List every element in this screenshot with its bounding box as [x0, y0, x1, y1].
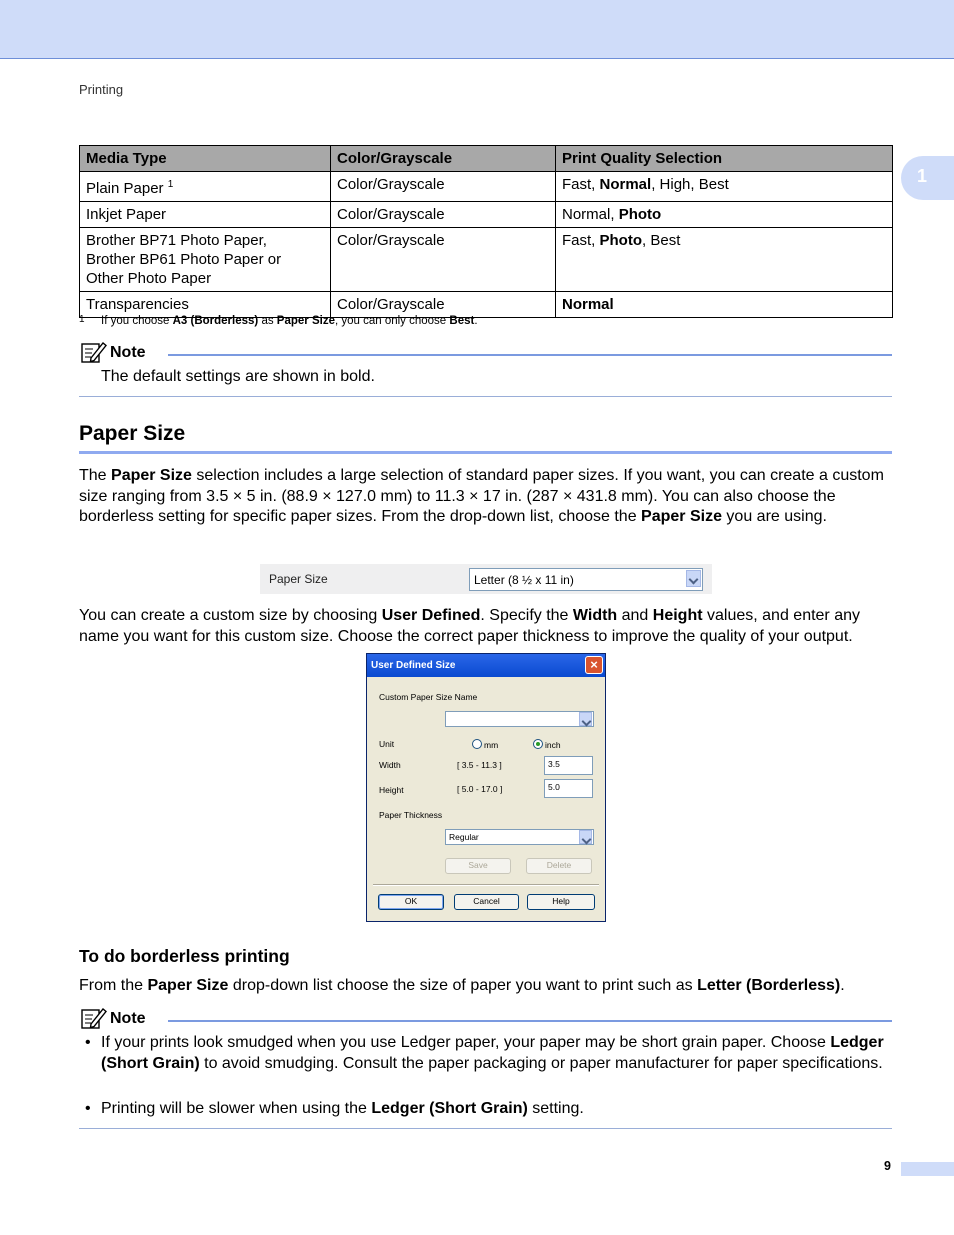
height-range: [ 5.0 - 17.0 ] — [457, 784, 503, 794]
paragraph: The Paper Size selection includes a large selection of standard paper sizes. If you want, you can create a custom size ranging from 3.5 × 5 in. (88.9 × 127.0 mm) to 11.3 × 17 in. (287 × 431.8 mm). You can also choose the borderless setting for specific paper sizes. From the drop-down list, choose the Paper Size you are using. — [79, 467, 884, 525]
media-type-table — [79, 145, 893, 318]
table-cell: Fast, Normal, High, Best — [556, 172, 893, 202]
table-cell: Inkjet Paper — [80, 202, 331, 228]
note-pencil-icon — [81, 1006, 107, 1030]
unit-mm-label: mm — [484, 740, 499, 750]
table-cell: Transparencies — [80, 292, 331, 318]
paragraph: You can create a custom size by choosing User Defined. Specify the Width and Height values, and enter any name you want for this custom size. Choose the correct paper thickness to improve the quality of your output. — [79, 607, 860, 645]
note-bottom-divider — [79, 1128, 892, 1129]
ok-button[interactable]: OK — [378, 894, 444, 910]
width-range: [ 3.5 - 11.3 ] — [457, 760, 502, 770]
chevron-down-icon[interactable] — [579, 830, 592, 844]
subsection-title: To do borderless printing — [79, 946, 290, 966]
table-row — [80, 228, 893, 292]
section-title: Paper Size — [79, 422, 186, 445]
bullet-icon: • — [85, 1100, 91, 1117]
custom-name-dropdown[interactable] — [445, 711, 594, 727]
paper-thickness-label: Paper Thickness — [379, 810, 443, 820]
user-defined-size-dialog — [366, 653, 606, 922]
note-pencil-icon — [81, 340, 107, 364]
chevron-down-icon[interactable] — [579, 712, 592, 726]
paper-size-value: Letter (8 ½ x 11 in) — [474, 573, 574, 587]
page-tab — [901, 1162, 954, 1176]
height-label: Height — [379, 785, 404, 795]
close-icon[interactable]: × — [585, 656, 603, 674]
note-label: Note — [110, 344, 146, 361]
note-text: The default settings are shown in bold. — [101, 368, 375, 385]
table-cell: Color/Grayscale — [331, 172, 556, 202]
table-cell: Normal — [556, 292, 893, 318]
paper-size-label: Paper Size — [269, 572, 328, 586]
table-cell: Color/Grayscale — [331, 202, 556, 228]
table-row — [80, 292, 893, 318]
dialog-divider — [373, 884, 599, 886]
note-label: Note — [110, 1010, 146, 1027]
save-button[interactable]: Save — [445, 858, 511, 874]
custom-name-label: Custom Paper Size Name — [379, 692, 478, 702]
table-row — [80, 202, 893, 228]
paper-thickness-value: Regular — [449, 832, 479, 842]
table-cell: Color/Grayscale — [331, 228, 556, 292]
page-number: 9 — [884, 1159, 891, 1173]
unit-inch-radio[interactable] — [533, 739, 543, 749]
unit-label: Unit — [379, 739, 395, 749]
note-divider — [168, 354, 892, 356]
paper-size-dropdown[interactable] — [469, 568, 703, 591]
table-header-cell: Print Quality Selection — [556, 146, 893, 172]
table-header-cell: Color/Grayscale — [331, 146, 556, 172]
table-cell: Plain Paper $^1$ — [80, 172, 331, 202]
width-label: Width — [379, 760, 401, 770]
height-field[interactable]: 5.0 — [544, 779, 593, 798]
table-header-row — [80, 146, 893, 172]
unit-inch-label: inch — [545, 740, 561, 750]
chapter-number: 1 — [917, 166, 928, 186]
note-bottom-divider — [79, 396, 892, 397]
table-cell: Color/Grayscale — [331, 292, 556, 318]
paper-thickness-dropdown[interactable] — [445, 829, 594, 845]
table-cell: Fast, Photo, Best — [556, 228, 893, 292]
cancel-button[interactable]: Cancel — [454, 894, 519, 910]
paper-size-control — [260, 564, 712, 594]
note-divider — [168, 1020, 892, 1022]
bullet-icon: • — [85, 1034, 91, 1051]
table-cell: Brother BP71 Photo Paper, Brother BP61 Photo Paper or Other Photo Paper — [80, 228, 331, 292]
table-cell: Normal, Photo — [556, 202, 893, 228]
dialog-title: User Defined Size — [371, 660, 456, 671]
table-header-cell: Media Type — [80, 146, 331, 172]
unit-mm-radio[interactable] — [472, 739, 482, 749]
table-row — [80, 172, 893, 202]
chapter-tab — [901, 156, 954, 200]
chevron-down-icon[interactable] — [686, 570, 701, 587]
help-button[interactable]: Help — [527, 894, 595, 910]
section-divider — [79, 451, 892, 454]
width-field[interactable]: 3.5 — [544, 756, 593, 775]
header-band — [0, 0, 954, 59]
paragraph: From the Paper Size drop-down list choose the size of paper you want to print such as Letter (Borderless). — [79, 977, 845, 994]
footnote-ref: 1 — [167, 179, 174, 190]
running-header: Printing — [79, 82, 124, 97]
dialog-titlebar — [367, 654, 605, 677]
delete-button[interactable]: Delete — [526, 858, 592, 874]
